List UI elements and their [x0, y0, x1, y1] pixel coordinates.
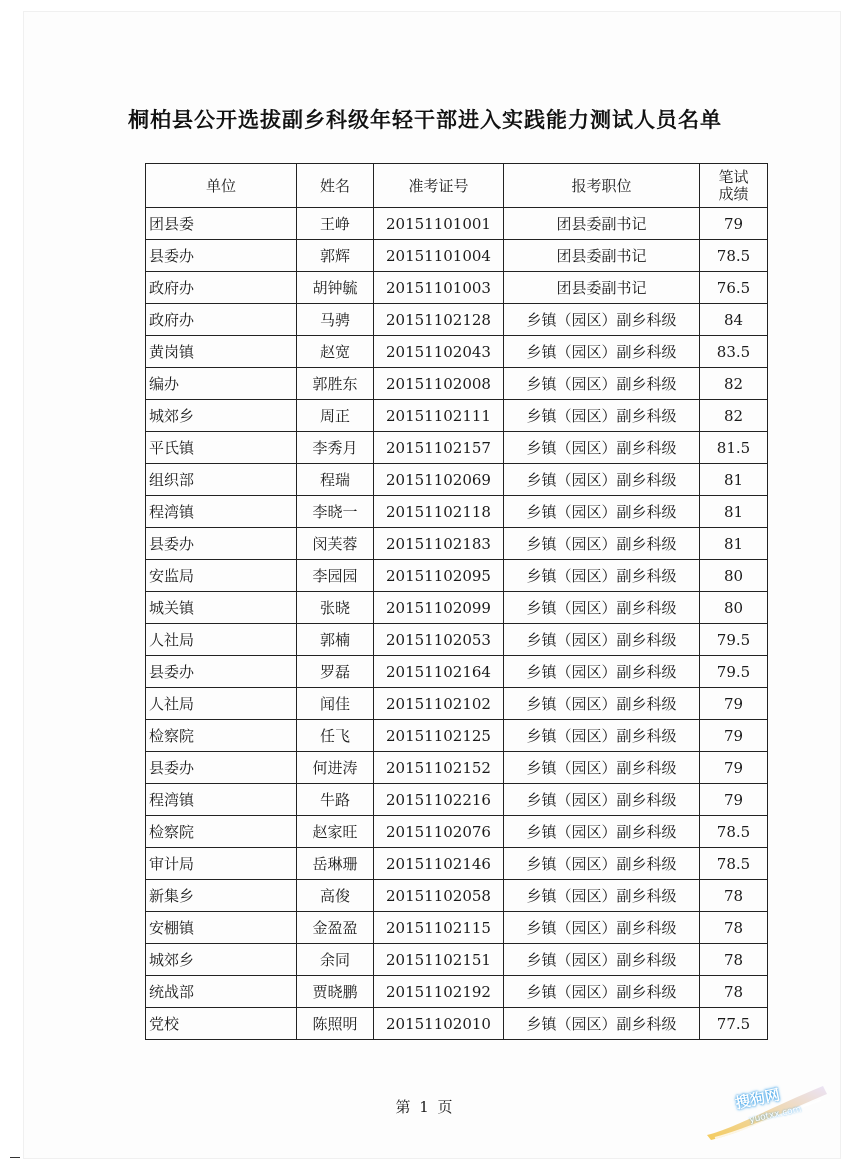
cell-ticket: 20151101003	[374, 272, 504, 304]
table-row	[146, 464, 768, 496]
cell-position: 乡镇（园区）副乡科级	[504, 400, 700, 432]
cell-position: 乡镇（园区）副乡科级	[504, 976, 700, 1008]
cell-unit: 城郊乡	[146, 400, 297, 432]
table-row	[146, 688, 768, 720]
cell-name: 李晓一	[297, 496, 374, 528]
cell-name: 程瑞	[297, 464, 374, 496]
cell-unit: 政府办	[146, 304, 297, 336]
cell-name: 何进涛	[297, 752, 374, 784]
cell-ticket: 20151102125	[374, 720, 504, 752]
cell-score: 81	[700, 464, 768, 496]
cell-ticket: 20151102008	[374, 368, 504, 400]
cell-unit: 人社局	[146, 624, 297, 656]
cell-score: 79.5	[700, 624, 768, 656]
cell-position: 乡镇（园区）副乡科级	[504, 912, 700, 944]
cell-position: 乡镇（园区）副乡科级	[504, 944, 700, 976]
table-body	[146, 208, 768, 1040]
cell-name: 王峥	[297, 208, 374, 240]
cell-score: 78	[700, 944, 768, 976]
cell-position: 乡镇（园区）副乡科级	[504, 1008, 700, 1040]
cell-position: 乡镇（园区）副乡科级	[504, 752, 700, 784]
cell-name: 赵宽	[297, 336, 374, 368]
document-title: 桐柏县公开选拔副乡科级年轻干部进入实践能力测试人员名单	[128, 107, 722, 132]
header-position: 报考职位	[504, 164, 700, 208]
cell-ticket: 20151102152	[374, 752, 504, 784]
table-row	[146, 304, 768, 336]
cell-ticket: 20151102043	[374, 336, 504, 368]
cell-name: 张晓	[297, 592, 374, 624]
cell-ticket: 20151101004	[374, 240, 504, 272]
cell-ticket: 20151102099	[374, 592, 504, 624]
cell-position: 乡镇（园区）副乡科级	[504, 720, 700, 752]
cell-name: 赵家旺	[297, 816, 374, 848]
cell-ticket: 20151102146	[374, 848, 504, 880]
table-row	[146, 752, 768, 784]
cell-score: 78.5	[700, 848, 768, 880]
header-unit: 单位	[146, 164, 297, 208]
header-ticket: 准考证号	[374, 164, 504, 208]
cell-score: 78.5	[700, 816, 768, 848]
cell-ticket: 20151102069	[374, 464, 504, 496]
cell-ticket: 20151102216	[374, 784, 504, 816]
cell-unit: 城关镇	[146, 592, 297, 624]
cell-unit: 新集乡	[146, 880, 297, 912]
cell-position: 团县委副书记	[504, 272, 700, 304]
cell-name: 岳琳珊	[297, 848, 374, 880]
cell-name: 李园园	[297, 560, 374, 592]
cell-position: 乡镇（园区）副乡科级	[504, 880, 700, 912]
cell-ticket: 20151101001	[374, 208, 504, 240]
table-row	[146, 432, 768, 464]
watermark-text: 搜狗网	[733, 1085, 782, 1113]
cell-name: 周正	[297, 400, 374, 432]
cell-ticket: 20151102095	[374, 560, 504, 592]
table-row	[146, 912, 768, 944]
cell-ticket: 20151102118	[374, 496, 504, 528]
header-score-line2: 成绩	[718, 184, 749, 203]
header-score-line1: 笔试	[718, 167, 749, 186]
cell-name: 郭辉	[297, 240, 374, 272]
cell-ticket: 20151102058	[374, 880, 504, 912]
cell-name: 金盈盈	[297, 912, 374, 944]
cell-name: 闻佳	[297, 688, 374, 720]
watermark-subtext: yuotxx.com	[748, 1104, 803, 1126]
table-row	[146, 1008, 768, 1040]
cell-name: 马骋	[297, 304, 374, 336]
cell-position: 乡镇（园区）副乡科级	[504, 656, 700, 688]
table-row	[146, 240, 768, 272]
cell-unit: 程湾镇	[146, 784, 297, 816]
cell-position: 团县委副书记	[504, 208, 700, 240]
cell-score: 84	[700, 304, 768, 336]
cell-name: 郭楠	[297, 624, 374, 656]
cell-unit: 团县委	[146, 208, 297, 240]
cell-position: 乡镇（园区）副乡科级	[504, 848, 700, 880]
cell-score: 79	[700, 720, 768, 752]
cell-ticket: 20151102164	[374, 656, 504, 688]
cell-position: 乡镇（园区）副乡科级	[504, 560, 700, 592]
cell-position: 乡镇（园区）副乡科级	[504, 528, 700, 560]
header-score	[700, 164, 768, 208]
cell-name: 郭胜东	[297, 368, 374, 400]
cell-name: 胡钟毓	[297, 272, 374, 304]
table-row	[146, 528, 768, 560]
scan-mark	[10, 1157, 20, 1158]
cell-score: 76.5	[700, 272, 768, 304]
cell-unit: 城郊乡	[146, 944, 297, 976]
cell-ticket: 20151102151	[374, 944, 504, 976]
cell-score: 81.5	[700, 432, 768, 464]
cell-name: 贾晓鹏	[297, 976, 374, 1008]
table-row	[146, 656, 768, 688]
cell-position: 乡镇（园区）副乡科级	[504, 496, 700, 528]
cell-unit: 统战部	[146, 976, 297, 1008]
cell-position: 乡镇（园区）副乡科级	[504, 624, 700, 656]
cell-unit: 党校	[146, 1008, 297, 1040]
table-row	[146, 944, 768, 976]
cell-score: 79	[700, 688, 768, 720]
cell-name: 余同	[297, 944, 374, 976]
cell-unit: 检察院	[146, 720, 297, 752]
table-row	[146, 400, 768, 432]
cell-name: 李秀月	[297, 432, 374, 464]
cell-unit: 审计局	[146, 848, 297, 880]
cell-unit: 黄岗镇	[146, 336, 297, 368]
cell-unit: 安监局	[146, 560, 297, 592]
cell-position: 乡镇（园区）副乡科级	[504, 304, 700, 336]
cell-score: 83.5	[700, 336, 768, 368]
table-row	[146, 272, 768, 304]
cell-ticket: 20151102010	[374, 1008, 504, 1040]
cell-ticket: 20151102128	[374, 304, 504, 336]
cell-ticket: 20151102115	[374, 912, 504, 944]
cell-position: 乡镇（园区）副乡科级	[504, 784, 700, 816]
cell-position: 团县委副书记	[504, 240, 700, 272]
cell-score: 79	[700, 208, 768, 240]
cell-name: 闵芙蓉	[297, 528, 374, 560]
table-row	[146, 784, 768, 816]
table-header-row	[146, 164, 768, 208]
table-row	[146, 816, 768, 848]
cell-name: 陈照明	[297, 1008, 374, 1040]
cell-score: 79	[700, 752, 768, 784]
cell-score: 80	[700, 592, 768, 624]
table-row	[146, 848, 768, 880]
watermark-logo	[705, 1080, 830, 1142]
cell-unit: 检察院	[146, 816, 297, 848]
cell-unit: 安棚镇	[146, 912, 297, 944]
cell-unit: 县委办	[146, 528, 297, 560]
cell-score: 77.5	[700, 1008, 768, 1040]
table-row	[146, 496, 768, 528]
cell-unit: 编办	[146, 368, 297, 400]
cell-ticket: 20151102111	[374, 400, 504, 432]
table-row	[146, 368, 768, 400]
cell-ticket: 20151102157	[374, 432, 504, 464]
cell-unit: 组织部	[146, 464, 297, 496]
cell-position: 乡镇（园区）副乡科级	[504, 432, 700, 464]
cell-score: 81	[700, 528, 768, 560]
table-row	[146, 624, 768, 656]
page-number: 第 1 页	[395, 1098, 455, 1116]
cell-score: 82	[700, 400, 768, 432]
cell-unit: 县委办	[146, 240, 297, 272]
cell-score: 78.5	[700, 240, 768, 272]
table-row	[146, 720, 768, 752]
cell-ticket: 20151102102	[374, 688, 504, 720]
cell-unit: 程湾镇	[146, 496, 297, 528]
cell-score: 82	[700, 368, 768, 400]
cell-score: 78	[700, 976, 768, 1008]
cell-score: 80	[700, 560, 768, 592]
cell-name: 牛路	[297, 784, 374, 816]
cell-ticket: 20151102192	[374, 976, 504, 1008]
table-row	[146, 208, 768, 240]
cell-unit: 人社局	[146, 688, 297, 720]
cell-ticket: 20151102053	[374, 624, 504, 656]
cell-unit: 政府办	[146, 272, 297, 304]
cell-ticket: 20151102183	[374, 528, 504, 560]
table-row	[146, 592, 768, 624]
candidate-table	[145, 163, 768, 1040]
cell-position: 乡镇（园区）副乡科级	[504, 464, 700, 496]
cell-unit: 平氏镇	[146, 432, 297, 464]
cell-score: 79	[700, 784, 768, 816]
cell-position: 乡镇（园区）副乡科级	[504, 592, 700, 624]
cell-position: 乡镇（园区）副乡科级	[504, 816, 700, 848]
cell-name: 高俊	[297, 880, 374, 912]
cell-position: 乡镇（园区）副乡科级	[504, 336, 700, 368]
table-row	[146, 560, 768, 592]
cell-score: 78	[700, 880, 768, 912]
table-row	[146, 336, 768, 368]
cell-name: 任飞	[297, 720, 374, 752]
cell-unit: 县委办	[146, 752, 297, 784]
cell-ticket: 20151102076	[374, 816, 504, 848]
header-name: 姓名	[297, 164, 374, 208]
cell-name: 罗磊	[297, 656, 374, 688]
table-row	[146, 976, 768, 1008]
cell-unit: 县委办	[146, 656, 297, 688]
cell-position: 乡镇（园区）副乡科级	[504, 368, 700, 400]
cell-score: 78	[700, 912, 768, 944]
cell-position: 乡镇（园区）副乡科级	[504, 688, 700, 720]
table-row	[146, 880, 768, 912]
cell-score: 79.5	[700, 656, 768, 688]
cell-score: 81	[700, 496, 768, 528]
